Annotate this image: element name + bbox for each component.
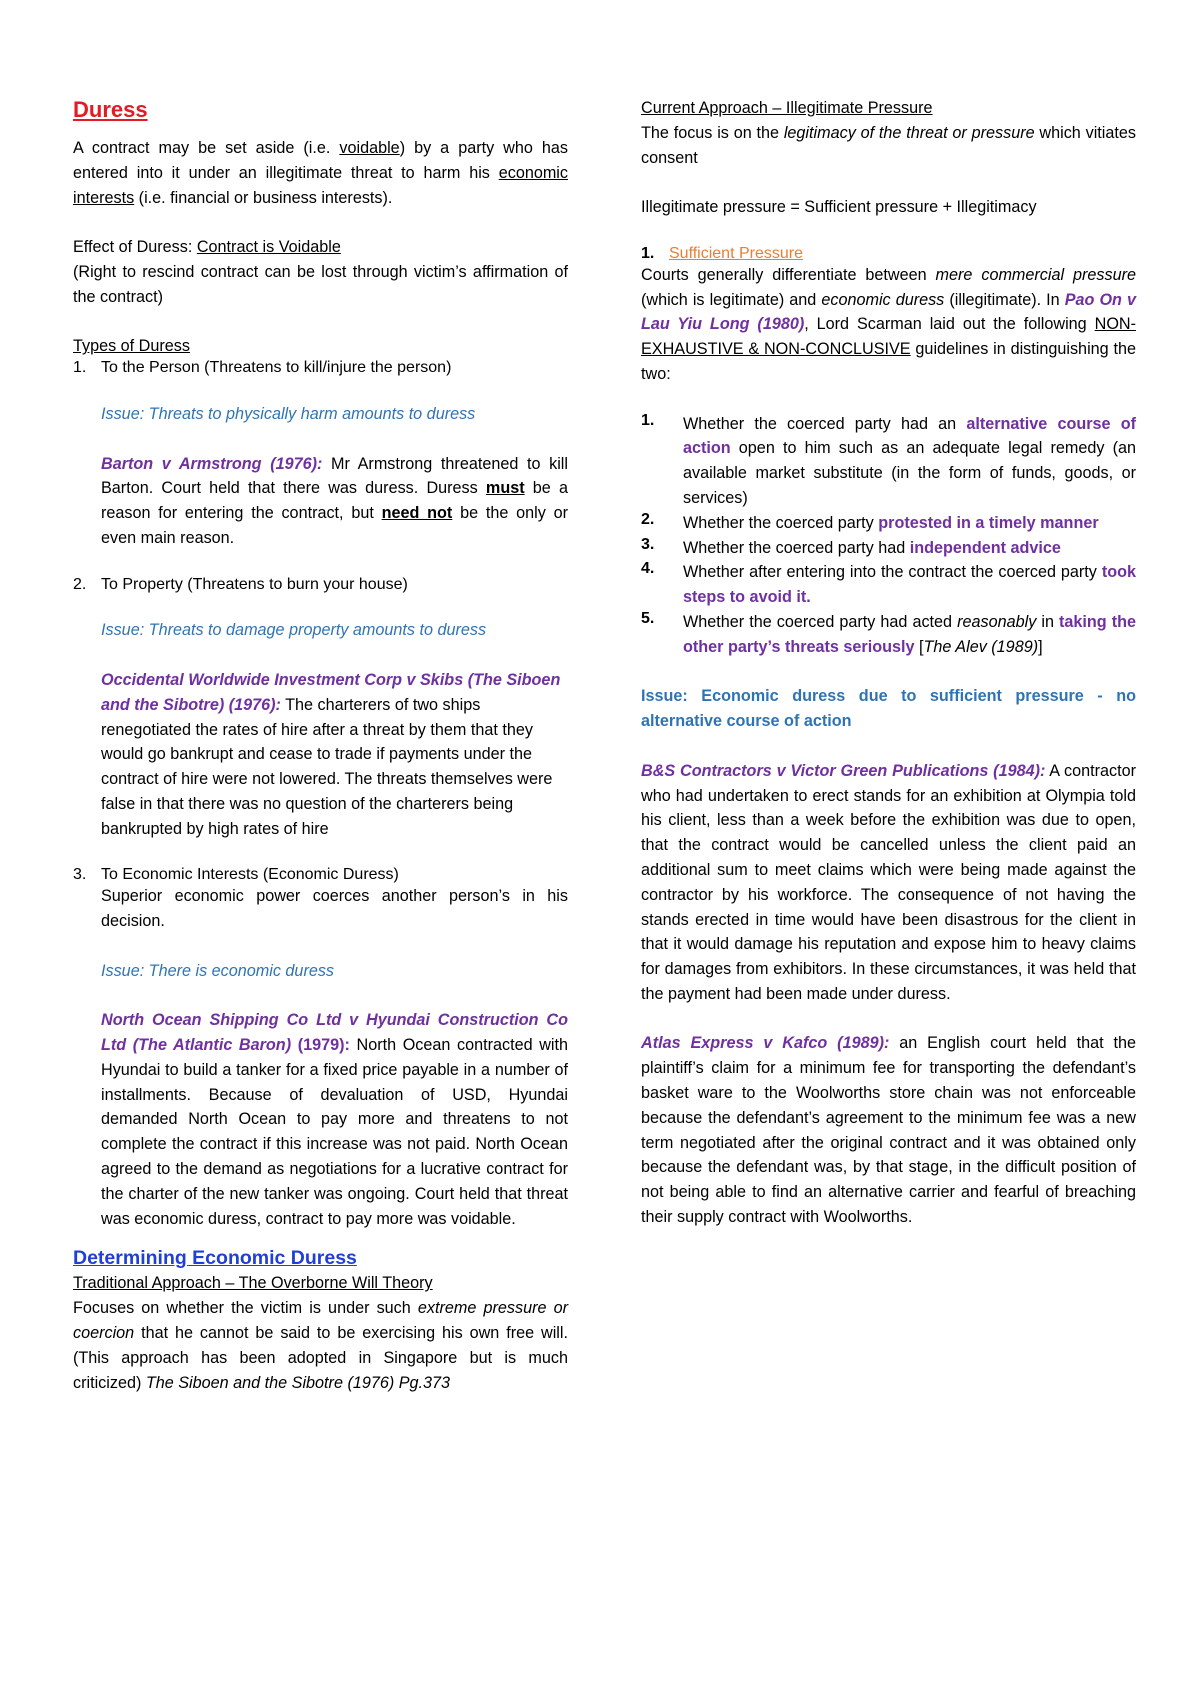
types-heading: Types of Duress [73, 337, 190, 356]
focus-paragraph: The focus is on the legitimacy of the threat or pressure which vitiates consent [641, 123, 1136, 167]
atlas-express-case: Atlas Express v Kafco (1989): an English court held that the plaintiff’s claim for a minimum fee for transporting the defendant’s basket ware to the Woolworths store chain was not enforceable because the defendant’s agreement to the minimum fee was a new term negotiated after the original contract and it was obtained only because the defendant was, by that stage, in the difficult position of not being able to find an alternative carrier and fearful of breaching their supply contract with Woolworths. [641, 1034, 1136, 1227]
type-2-issue: Issue: Threats to damage property amounts to duress [101, 621, 487, 640]
north-ocean-case: North Ocean Shipping Co Ltd v Hyundai Construction Co Ltd (The Atlantic Baron) (1979): North Ocean contracted with Hyundai to build a tanker for a fixed price payable in a number of installments. Because of devaluation of USD, Hyundai demanded North Ocean to pay more and threatens to not complete the contract if this increase was not paid. North Ocean agreed to the demand as negotiations for a lucrative contract for the charter of the new tanker was ongoing. Court held that threat was economic duress, contract to pay more was voidable. [101, 1011, 568, 1228]
intro-paragraph: A contract may be set aside (i.e. voidable) by a party who has entered into it under an illegitimate threat to harm his economic interests (i.e. financial or business interests). [73, 139, 568, 207]
right-column [641, 96, 1136, 1230]
type-2: 2. To Property (Threatens to burn your house) [73, 575, 408, 593]
type-1: 1. To the Person (Threatens to kill/injure the person) [73, 359, 452, 377]
economic-duress-issue: Issue: Economic duress due to sufficient pressure - no alternative course of action [641, 687, 1136, 731]
guideline-3: 3. Whether the coerced party had independent advice [641, 535, 1061, 557]
guideline-5: 5. Whether the coerced party had acted reasonably in taking the other party’s threats seriously [The Alev (1989)] [641, 609, 1136, 656]
sufficient-pressure-paragraph: Courts generally differentiate between mere commercial pressure (which is legitimate) and economic duress (illegitimate). In Pao On v Lau Yiu Long (1980), Lord Scarman laid out the following NON-EXHAUSTIVE & NON-CONCLUSIVE guidelines in distinguishing the two: [641, 265, 1136, 383]
type-3: 3. To Economic Interests (Economic Duress) [73, 866, 399, 884]
traditional-heading: Traditional Approach – The Overborne Will Theory [73, 1274, 433, 1293]
barton-case: Barton v Armstrong (1976): Mr Armstrong threatened to kill Barton. Court held that there was duress. Duress must be a reason for entering the contract, but need not be the only or even main reason. [101, 454, 568, 547]
document-title: Duress [73, 97, 148, 122]
type-1-issue: Issue: Threats to physically harm amounts to duress [101, 404, 476, 423]
equation: Illegitimate pressure = Sufficient pressure + Illegitimacy [641, 198, 1037, 217]
effect-note: (Right to rescind contract can be lost through victim’s affirmation of the contract) [73, 262, 568, 306]
effect-of-duress: Effect of Duress: Contract is Voidable [73, 238, 341, 257]
traditional-paragraph: Focuses on whether the victim is under such extreme pressure or coercion that he cannot be said to be exercising his own free will. (This approach has been adopted in Singapore but is much criticized) The Siboen and the Sibotre (1976) Pg.373 [73, 1299, 568, 1392]
guideline-2: 2. Whether the coerced party protested in a timely manner [641, 510, 1099, 532]
current-heading: Current Approach – Illegitimate Pressure [641, 99, 933, 117]
left-column [73, 96, 568, 1395]
type-3-sub: Superior economic power coerces another person’s in his decision. [101, 887, 568, 931]
determining-heading: Determining Economic Duress [73, 1247, 357, 1270]
sufficient-pressure-heading: 1. Sufficient Pressure [641, 244, 803, 262]
guideline-1: 1. Whether the coerced party had an alternative course of action open to him such as an adequate legal remedy (an available market substitute (in the form of funds, goods, or services) [641, 411, 1136, 507]
occidental-case: Occidental Worldwide Investment Corp v Skibs (The Siboen and the Sibotre) (1976): The charterers of two ships renegotiated the rates of hire after a threat by them that they would go bankrupt and cease to trade if payments under the contract of hire were not lowered. The threats themselves were false in that there was no question of the charterers being bankrupted by high rates of hire [101, 670, 561, 838]
type-3-issue: Issue: There is economic duress [101, 961, 335, 980]
bs-contractors-case: B&S Contractors v Victor Green Publications (1984): A contractor who had undertaken to erect stands for an exhibition at Olympia told his client, less than a week before the exhibition was due to open, that the contract would be cancelled unless the client paid an additional sum to meet claims which were being made against the contractor by his workforce. The consequence of not having the stands erected in time would have been disastrous for the client in that it would damage his reputation and expose him to heavy claims for damages from exhibitors. In these circumstances, it was held that the payment had been made under duress. [641, 761, 1136, 1003]
guideline-4: 4. Whether after entering into the contract the coerced party took steps to avoid it. [641, 560, 1136, 607]
